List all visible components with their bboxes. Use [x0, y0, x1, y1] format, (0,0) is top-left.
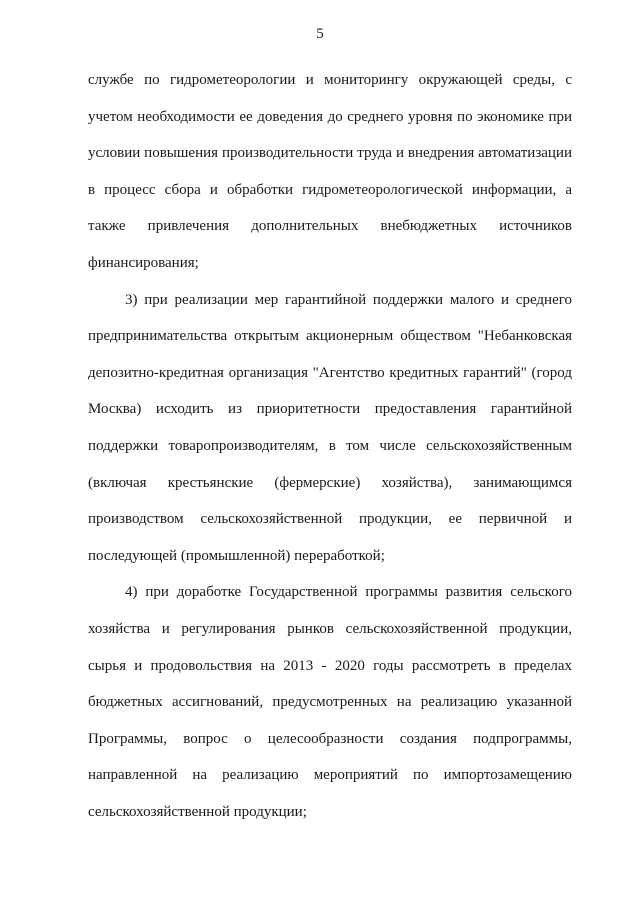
- text-line: сырья и продовольствия на 2013 - 2020 годы рассмотреть в пределах: [88, 657, 572, 674]
- text-line: бюджетных ассигнований, предусмотренных на реализацию указанной: [88, 694, 572, 711]
- text-line: депозитно-кредитная организация "Агентство кредитных гарантий" (город: [88, 364, 572, 381]
- text-line: производством сельскохозяйственной продукции, ее первичной и: [88, 511, 572, 528]
- text-line: направленной на реализацию мероприятий по импортозамещению: [88, 767, 572, 784]
- text-line: 4) при доработке Государственной программы развития сельского: [125, 584, 572, 601]
- text-line: условии повышения производительности труда и внедрения автоматизации: [88, 145, 572, 162]
- paragraph-item-4: [88, 574, 572, 830]
- text-line: Программы, вопрос о целесообразности создания подпрограммы,: [88, 730, 572, 747]
- text-line: Москва) исходить из приоритетности предоставления гарантийной: [88, 401, 572, 418]
- text-line: в процесс сбора и обработки гидрометеорологической информации, а: [88, 181, 572, 198]
- text-line: также привлечения дополнительных внебюджетных источников: [88, 218, 572, 235]
- document-body: [88, 62, 572, 830]
- paragraph-item-3: [88, 282, 572, 575]
- text-line: поддержки товаропроизводителям, в том числе сельскохозяйственным: [88, 437, 572, 454]
- page-number: 5: [316, 26, 324, 42]
- text-line: предпринимательства открытым акционерным обществом "Небанковская: [88, 328, 572, 345]
- paragraph-continuation: [88, 62, 572, 282]
- text-line: учетом необходимости ее доведения до среднего уровня по экономике при: [88, 108, 572, 125]
- text-line: финансирования;: [88, 254, 199, 271]
- text-line: службе по гидрометеорологии и мониторингу окружающей среды, с: [88, 72, 572, 88]
- text-line: хозяйства и регулирования рынков сельскохозяйственной продукции,: [88, 620, 572, 637]
- text-line: последующей (промышленной) переработкой;: [88, 547, 385, 564]
- text-line: 3) при реализации мер гарантийной поддержки малого и среднего: [125, 291, 572, 308]
- text-line: сельскохозяйственной продукции;: [88, 803, 307, 820]
- text-line: (включая крестьянские (фермерские) хозяйства), занимающимся: [88, 474, 572, 491]
